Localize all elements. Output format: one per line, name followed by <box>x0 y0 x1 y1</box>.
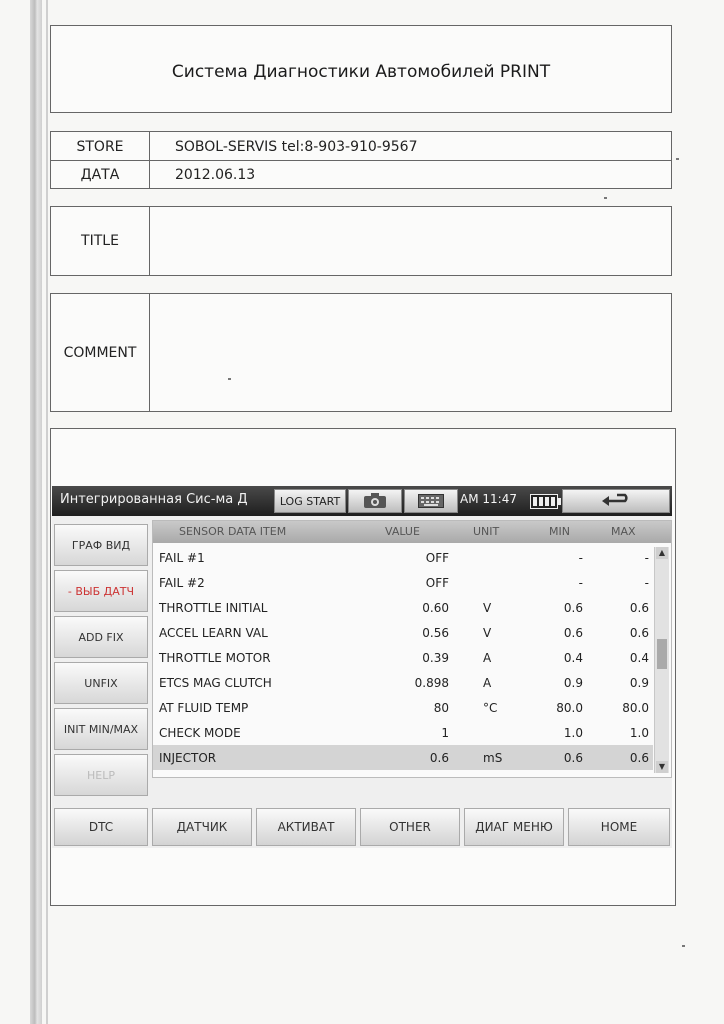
device-titlebar <box>52 486 672 516</box>
table-row[interactable] <box>153 670 653 695</box>
title-box <box>50 206 672 276</box>
cell-unit: A <box>483 651 492 665</box>
cell-item: THROTTLE MOTOR <box>159 651 271 665</box>
table-row[interactable] <box>153 695 653 720</box>
cell-value: OFF <box>425 576 449 590</box>
page-title: Система Диагностики Автомобилей PRINT <box>171 62 551 82</box>
scan-speck <box>604 197 607 199</box>
sensor-button[interactable]: ДАТЧИК <box>152 808 252 846</box>
scan-binding-line <box>46 0 48 1024</box>
scroll-down-icon[interactable]: ▼ <box>656 761 668 773</box>
cell-unit: V <box>483 601 492 615</box>
other-button[interactable]: OTHER <box>360 808 460 846</box>
col-header-max: MAX <box>611 525 636 538</box>
cell-min: 0.9 <box>563 676 583 690</box>
table-row[interactable] <box>153 595 653 620</box>
cell-min: - <box>578 576 583 590</box>
cell-max: 1.0 <box>629 726 649 740</box>
scan-speck <box>228 378 231 380</box>
cell-value: 0.56 <box>422 626 449 640</box>
cell-item: ETCS MAG CLUTCH <box>159 676 272 690</box>
info-table <box>50 131 672 189</box>
date-label: ДАТА <box>51 160 150 188</box>
keyboard-icon <box>418 494 444 508</box>
sensor-data-table <box>152 520 672 778</box>
col-header-value: VALUE <box>385 525 420 538</box>
init-min-max-button[interactable]: INIT MIN/MAX <box>54 708 148 750</box>
scroll-up-icon[interactable]: ▲ <box>656 547 668 559</box>
cell-min: - <box>578 551 583 565</box>
scan-speck <box>676 158 679 160</box>
cell-unit: mS <box>483 751 503 765</box>
cell-item: CHECK MODE <box>159 726 241 740</box>
cell-min: 0.6 <box>563 626 583 640</box>
cell-item: AT FLUID TEMP <box>159 701 249 715</box>
clock-display: AM 11:47 <box>460 492 517 506</box>
cell-unit: V <box>483 626 492 640</box>
cell-min: 0.4 <box>563 651 583 665</box>
title-label: TITLE <box>51 207 150 275</box>
scan-binding-edge <box>30 0 42 1024</box>
table-row[interactable] <box>153 745 653 770</box>
log-start-button[interactable]: LOG START <box>274 489 346 513</box>
table-row[interactable] <box>153 620 653 645</box>
table-row[interactable] <box>153 570 653 595</box>
cell-max: 0.9 <box>629 676 649 690</box>
cell-max: - <box>644 551 649 565</box>
cell-value: 0.39 <box>422 651 449 665</box>
cell-max: 0.6 <box>629 626 649 640</box>
table-row[interactable] <box>153 645 653 670</box>
table-scrollbar[interactable] <box>654 547 669 773</box>
cell-value: 0.898 <box>414 676 449 690</box>
cell-max: - <box>644 576 649 590</box>
keyboard-button[interactable] <box>404 489 458 513</box>
diag-menu-button[interactable]: ДИАГ МЕНЮ <box>464 808 564 846</box>
table-row[interactable] <box>153 720 653 745</box>
table-row[interactable] <box>153 545 653 570</box>
cell-item: FAIL #2 <box>159 576 205 590</box>
device-screen <box>52 486 672 848</box>
back-arrow-icon <box>599 493 633 509</box>
cell-unit: °C <box>483 701 498 715</box>
cell-max: 0.6 <box>629 601 649 615</box>
cell-max: 80.0 <box>622 701 649 715</box>
table-header <box>153 521 671 543</box>
app-title: Интегрированная Сис-ма Д <box>60 492 248 507</box>
cell-value: 0.60 <box>422 601 449 615</box>
store-label: STORE <box>51 132 150 160</box>
cell-max: 0.6 <box>629 751 649 765</box>
scan-speck <box>682 945 685 947</box>
graph-view-button[interactable]: ГРАФ ВИД <box>54 524 148 566</box>
add-fix-button[interactable]: ADD FIX <box>54 616 148 658</box>
cell-item: INJECTOR <box>159 751 217 765</box>
home-button[interactable]: HOME <box>568 808 670 846</box>
camera-icon <box>363 493 387 509</box>
battery-icon <box>530 494 558 509</box>
cell-unit: A <box>483 676 492 690</box>
store-value: SOBOL-SERVIS tel:8-903-910-9567 <box>175 139 418 155</box>
col-header-min: MIN <box>549 525 570 538</box>
header-box <box>50 25 672 113</box>
back-button[interactable] <box>562 489 670 513</box>
col-header-item: SENSOR DATA ITEM <box>179 525 287 538</box>
cell-value: 0.6 <box>429 751 449 765</box>
unfix-button[interactable]: UNFIX <box>54 662 148 704</box>
cell-value: OFF <box>425 551 449 565</box>
comment-box <box>50 293 672 412</box>
cell-min: 1.0 <box>563 726 583 740</box>
activate-button[interactable]: АКТИВАТ <box>256 808 356 846</box>
cell-item: FAIL #1 <box>159 551 205 565</box>
help-button[interactable]: HELP <box>54 754 148 796</box>
cell-value: 1 <box>441 726 449 740</box>
cell-min: 0.6 <box>563 751 583 765</box>
cell-max: 0.4 <box>629 651 649 665</box>
cell-min: 80.0 <box>556 701 583 715</box>
scroll-thumb[interactable] <box>657 639 667 669</box>
cell-item: THROTTLE INITIAL <box>159 601 268 615</box>
cell-min: 0.6 <box>563 601 583 615</box>
dtc-button[interactable]: DTC <box>54 808 148 846</box>
date-value: 2012.06.13 <box>175 167 256 183</box>
cell-item: ACCEL LEARN VAL <box>159 626 268 640</box>
col-header-unit: UNIT <box>473 525 500 538</box>
date-row <box>51 160 671 188</box>
camera-button[interactable] <box>348 489 402 513</box>
comment-label: COMMENT <box>51 294 150 411</box>
store-row <box>51 132 671 161</box>
select-sensor-button[interactable]: - ВЫБ ДАТЧ <box>54 570 148 612</box>
cell-value: 80 <box>433 701 449 715</box>
